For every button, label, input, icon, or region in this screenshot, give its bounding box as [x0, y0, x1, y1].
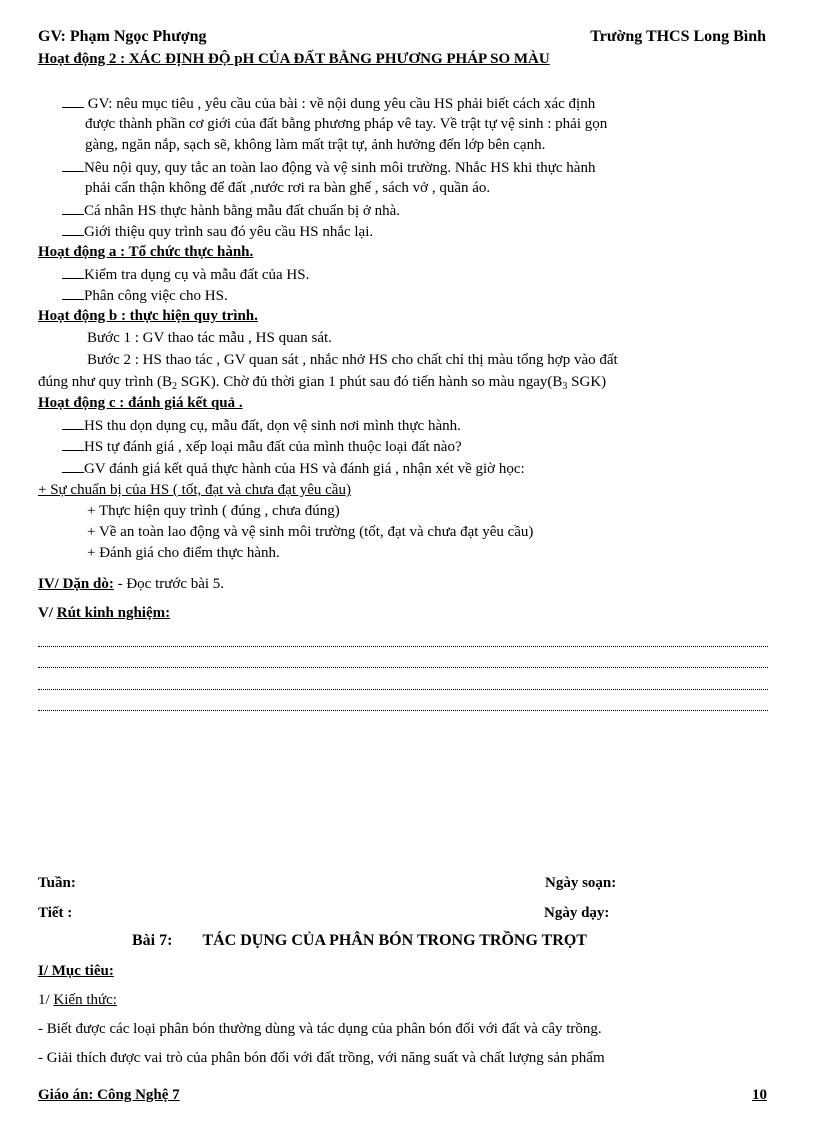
- section-iv-text: - Đọc trước bài 5.: [113, 576, 225, 592]
- criteria-safety: + Về an toàn lao động và vệ sinh môi trường (tốt, đạt và chưa đạt yêu cầu): [87, 524, 534, 540]
- intro-rules-line: [62, 157, 595, 178]
- activity-a-item: [62, 264, 309, 285]
- knowledge-item: - Biết được các loại phân bón thường dùng và tác dụng của phân bón đối với đất và cây trồng.: [38, 1021, 602, 1037]
- intro-gv-text: GV: nêu mục tiêu , yêu cầu của bài : về nội dung yêu cầu HS phải biết cách xác định: [87, 96, 596, 112]
- activity-b-title: Hoạt động b : thực hiện quy trình.: [38, 308, 258, 324]
- dash-marker: [62, 200, 84, 215]
- activity-b-step-1: Bước 1 : GV thao tác mẫu , HS quan sát.: [87, 330, 332, 346]
- knowledge-heading: [38, 990, 117, 1010]
- activity-c-title: Hoạt động c : đánh giá kết quả .: [38, 395, 243, 411]
- notes-line: [38, 646, 768, 647]
- student-prep-criteria: + Sự chuẩn bị của HS ( tốt, đạt và chưa đạt yêu cầu): [38, 482, 351, 498]
- step-2-text-b: SGK). Chờ đủ thời gian 1 phút sau đó tiến hành so màu ngay(B: [176, 374, 563, 390]
- lesson-heading: [132, 931, 587, 951]
- intro-individual-line: [62, 200, 400, 221]
- section-v: [38, 603, 170, 623]
- intro-gv-line: [62, 93, 595, 114]
- activity-a-title: Hoạt động a : Tổ chức thực hành.: [38, 244, 254, 260]
- activity-title: Hoạt động 2 : XÁC ĐỊNH ĐỘ pH CỦA ĐẤT BẰNG PHƯƠNG PHÁP SO MÀU: [38, 51, 550, 67]
- dash-marker: [62, 221, 84, 236]
- footer-course: Giáo án: Công Nghệ 7: [38, 1087, 180, 1103]
- lesson-title: TÁC DỤNG CỦA PHÂN BÓN TRONG TRỒNG TRỌT: [202, 932, 587, 949]
- activity-c-item-text: GV đánh giá kết quả thực hành của HS và đánh giá , nhận xét về giờ học:: [84, 461, 525, 477]
- prep-date-label: Ngày soạn:: [545, 875, 617, 891]
- dash-marker: [62, 458, 84, 473]
- intro-procedure-text: Giới thiệu quy trình sau đó yêu cầu HS nhắc lại.: [84, 224, 374, 240]
- intro-procedure-line: [62, 221, 373, 242]
- dash-marker: [62, 436, 84, 451]
- activity-a-item-text: Phân công việc cho HS.: [84, 288, 228, 304]
- activity-c-item: [62, 436, 462, 457]
- step-2-text-a: đúng như quy trình (B: [38, 374, 172, 390]
- section-iv-label: IV/ Dặn dò:: [38, 576, 114, 592]
- section-v-label: Rút kinh nghiệm:: [56, 605, 171, 621]
- notes-line: [38, 710, 768, 711]
- teach-date-label: Ngày dạy:: [544, 905, 610, 921]
- period-label: Tiết :: [38, 905, 73, 921]
- dash-marker: [62, 285, 84, 300]
- activity-c-item: [62, 458, 525, 479]
- dash-marker: [62, 415, 84, 430]
- intro-gv-line-3: gàng, ngăn nắp, sạch sẽ, không làm mất trật tự, ảnh hưởng đến lớp bên cạnh.: [85, 137, 546, 153]
- step-2-subscript-b: 3: [562, 381, 568, 392]
- activity-c-item-text: HS tự đánh giá , xếp loại mẫu đất của mình thuộc loại đất nào?: [84, 439, 462, 455]
- dash-marker: [62, 157, 84, 172]
- intro-gv-line-2: được thành phần cơ giới của đất bằng phương pháp vê tay. Về trật tự vệ sinh : phải gọn: [85, 116, 608, 132]
- lesson-number: Bài 7:: [132, 932, 173, 949]
- criteria-grading: + Đánh giá cho điểm thực hành.: [87, 545, 280, 561]
- notes-line: [38, 689, 768, 690]
- activity-a-item: [62, 285, 228, 306]
- week-label: Tuần:: [38, 875, 76, 891]
- intro-rules-line-2: phải cẩn thận không để đất ,nước rơi ra bàn ghế , sách vở , quần áo.: [85, 180, 491, 196]
- step-2-text-c: SGK): [567, 374, 607, 390]
- section-iv: [38, 574, 224, 594]
- school-name: Trường THCS Long Bình: [590, 28, 766, 45]
- objectives-label: I/ Mục tiêu:: [38, 963, 114, 979]
- teacher-name: GV: Phạm Ngọc Phượng: [38, 28, 207, 45]
- activity-c-item-text: HS thu dọn dụng cụ, mẫu đất, dọn vệ sinh nơi mình thực hành.: [84, 418, 461, 434]
- intro-individual-text: Cá nhân HS thực hành bằng mẫu đất chuẩn bị ở nhà.: [84, 203, 400, 219]
- notes-line: [38, 667, 768, 668]
- section-v-prefix: V/: [38, 605, 57, 621]
- knowledge-prefix: 1/: [38, 992, 50, 1008]
- page-number: 10: [752, 1087, 767, 1103]
- knowledge-label: Kiến thức:: [53, 992, 117, 1008]
- knowledge-item: - Giải thích được vai trò của phân bón đối với đất trồng, với năng suất và chất lượng sản phẩm: [38, 1050, 605, 1066]
- activity-b-step-2: Bước 2 : HS thao tác , GV quan sát , nhắc nhở HS cho chất chỉ thị màu tổng hợp vào đất: [87, 352, 618, 368]
- activity-a-item-text: Kiểm tra dụng cụ và mẫu đất của HS.: [84, 267, 310, 283]
- activity-c-item: [62, 415, 461, 436]
- criteria-procedure: + Thực hiện quy trình ( đúng , chưa đúng): [87, 503, 340, 519]
- dash-marker: [62, 93, 84, 108]
- step-2-subscript-a: 2: [171, 381, 177, 392]
- dash-marker: [62, 264, 84, 279]
- intro-rules-text: Nêu nội quy, quy tắc an toàn lao động và vệ sinh môi trường. Nhắc HS khi thực hành: [84, 160, 596, 176]
